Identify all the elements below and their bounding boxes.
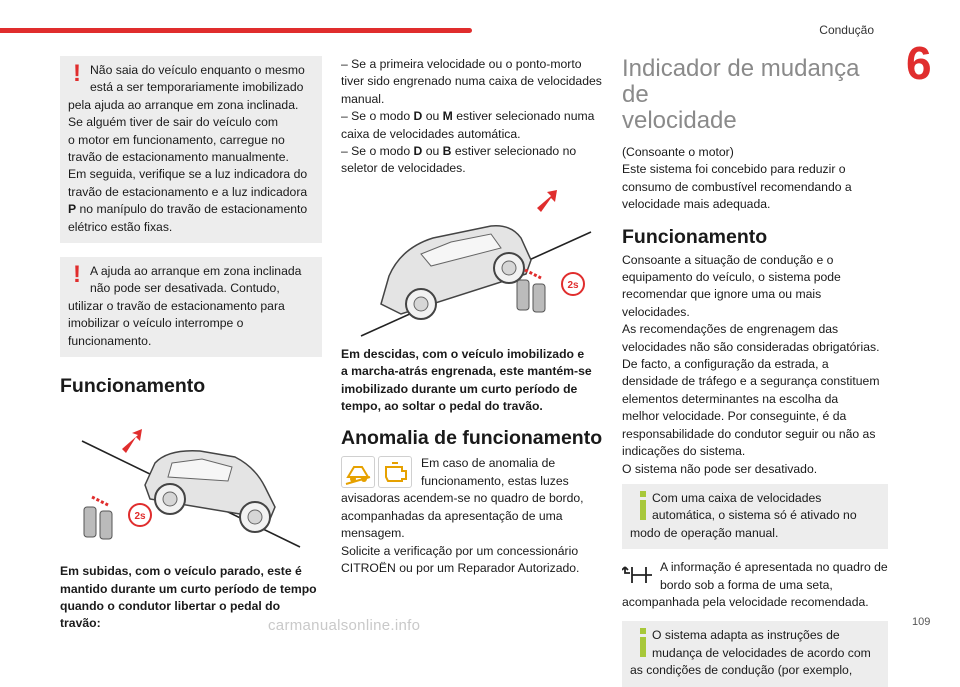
caption-line: Em descidas, com o veículo imobilizado e	[341, 346, 585, 361]
text-line: mensagem.	[341, 526, 405, 541]
title-line: Indicador de mudança de	[622, 55, 860, 108]
warning-lights	[341, 456, 415, 488]
text-line: velocidades.	[622, 304, 690, 319]
warning-box	[60, 257, 322, 357]
text-line: responsabilidade do condutor seguir ou não as	[622, 426, 876, 441]
text-line: Se alguém tiver de sair do veículo com	[68, 115, 278, 130]
page-title	[622, 56, 888, 134]
text-line: o motor em funcionamento, carregue no	[68, 132, 285, 147]
text-span: estiver selecionado numa	[452, 109, 595, 124]
caption-line: mantido durante um curto período de tempo	[60, 581, 317, 596]
text-line: Este sistema foi concebido para reduzir o	[622, 162, 846, 177]
text-line: Com uma caixa de velocidades	[652, 490, 822, 505]
column-3	[622, 56, 888, 687]
watermark: carmanualsonline.info	[268, 617, 421, 634]
text-line: velocidades não são consideradas obrigatórias.	[622, 339, 880, 354]
timer-badge: 2s	[567, 279, 579, 291]
text-line: consumo de combustível recomendando a	[622, 179, 852, 194]
text-line: Em seguida, verifique se a luz indicadora do	[68, 167, 308, 182]
text-line: velocidade mais adequada.	[622, 197, 771, 212]
text-line: A informação é apresentada no quadro de	[660, 560, 888, 575]
info-box	[622, 484, 888, 549]
text-line: O sistema não pode ser desativado.	[622, 461, 818, 476]
caption-line: a marcha-atrás engrenada, este mantém-se	[341, 364, 592, 379]
text-line: Em caso de anomalia de	[421, 456, 556, 471]
mode-letter: D	[413, 144, 423, 159]
title-line: velocidade	[622, 107, 737, 134]
text-line: avisadoras acendem-se no quadro de bordo,	[341, 491, 584, 506]
chapter-number: 6	[906, 37, 932, 89]
bold-letter: P	[68, 202, 77, 217]
text-line: equipamento do veículo, o sistema pode	[622, 270, 841, 285]
downhill-car-icon	[341, 186, 603, 346]
text-line: Não saia do veículo enquanto o mesmo	[90, 63, 305, 77]
text-line: seletor de velocidades.	[341, 161, 466, 176]
section-name: Condução	[819, 23, 874, 37]
page-number: 109	[912, 616, 931, 628]
column-2	[341, 56, 603, 578]
caption-line: quando o condutor libertar o pedal do travão:	[60, 598, 281, 631]
text-span: ou	[422, 144, 443, 159]
text-line: manual.	[341, 91, 385, 106]
text-line: – Se a primeira velocidade ou o ponto-morto	[341, 57, 582, 71]
mode-letter: M	[442, 109, 453, 124]
text-line: indicações do sistema.	[622, 444, 746, 459]
text-line: funcionamento, estas luzes	[421, 473, 569, 488]
text-line: automática, o sistema só é ativado no	[652, 508, 857, 523]
info-icon	[633, 628, 655, 658]
text-line: mudança de velocidades de acordo com	[652, 645, 871, 660]
text-line: acompanhada pela velocidade recomendada.	[622, 594, 869, 609]
text-line: está a ser temporariamente imobilizado	[90, 80, 304, 95]
caption-line: imobilizado durante um curto período de	[341, 381, 578, 396]
text-span: estiver selecionado no	[451, 144, 577, 159]
text-span: no manípulo do travão de estacionamento	[76, 202, 308, 217]
text-line: travão de estacionamento e a luz indicadora	[68, 184, 308, 199]
display-note	[622, 559, 888, 611]
text-line: (Consoante o motor)	[622, 145, 734, 159]
text-line: travão de estacionamento manualmente.	[68, 150, 289, 165]
info-icon	[633, 491, 655, 521]
text-line: as condições de condução (por exemplo,	[630, 663, 853, 678]
caption-line: Em subidas, com o veículo parado, este é	[60, 564, 302, 579]
section-heading: Funcionamento	[622, 225, 768, 248]
text-line: tiver sido engrenado numa caixa de velocidades	[341, 74, 602, 89]
text-line	[68, 201, 314, 218]
text-line: CITROËN ou por um Reparador Autorizado.	[341, 561, 580, 576]
mode-letter: B	[442, 144, 452, 159]
text-line: imobilizar o veículo interrompe o	[68, 316, 244, 331]
info-box	[622, 621, 888, 686]
text-line: recomendar que ignore uma ou mais	[622, 287, 822, 302]
caption-line: tempo, ao soltar o pedal do travão.	[341, 399, 543, 414]
text-line: Solicite a verificação por um concessionário	[341, 543, 579, 558]
header-accent-bar	[0, 28, 472, 33]
downhill-illustration	[341, 186, 603, 346]
text-line: caixa de velocidades automática.	[341, 126, 521, 141]
text-line: elementos determinantes na escolha da	[622, 391, 839, 406]
text-line	[341, 143, 603, 160]
text-line: O sistema adapta as instruções de	[652, 628, 840, 643]
column-1	[60, 56, 322, 633]
text-line: A ajuda ao arranque em zona inclinada	[90, 264, 302, 279]
hill-assist-warning-icon	[341, 456, 375, 488]
anomaly-block	[341, 455, 603, 577]
text-line: As recomendações de engrenagem das	[622, 322, 839, 337]
uphill-illustration	[60, 407, 322, 563]
text-line: não pode ser desativada. Contudo,	[90, 281, 280, 296]
section-heading: Anomalia de funcionamento	[341, 427, 603, 450]
text-line: bordo sob a forma de uma seta,	[660, 577, 833, 592]
engine-warning-icon	[378, 456, 412, 488]
text-line: funcionamento.	[68, 333, 152, 348]
text-line: pela ajuda ao arranque em zona inclinada.	[68, 97, 299, 112]
text-line: modo de operação manual.	[630, 525, 779, 540]
section-heading: Funcionamento	[60, 375, 206, 398]
text-span: – Se o modo	[341, 144, 414, 159]
text-line	[341, 108, 603, 125]
warning-icon: !	[73, 261, 81, 289]
gear-shift-arrow-icon	[622, 561, 656, 589]
mode-letter: D	[413, 109, 423, 124]
text-line: elétrico estão fixas.	[68, 219, 173, 234]
warning-icon: !	[73, 60, 81, 87]
text-line: Consoante a situação de condução e o	[622, 252, 834, 267]
warning-box	[60, 56, 322, 243]
timer-badge: 2s	[134, 511, 146, 523]
text-line: acompanhadas da apresentação de uma	[341, 508, 563, 523]
uphill-car-icon	[60, 407, 322, 563]
text-line: melhor velocidade. Por conseguinte, é da	[622, 409, 847, 424]
text-line: utilizar o travão de estacionamento para	[68, 298, 285, 313]
text-span: ou	[422, 109, 443, 124]
text-line: De facto, a configuração da estrada, a	[622, 357, 829, 372]
text-span: – Se o modo	[341, 109, 414, 124]
text-line: densidade de tráfego e a segurança constituem	[622, 374, 880, 389]
